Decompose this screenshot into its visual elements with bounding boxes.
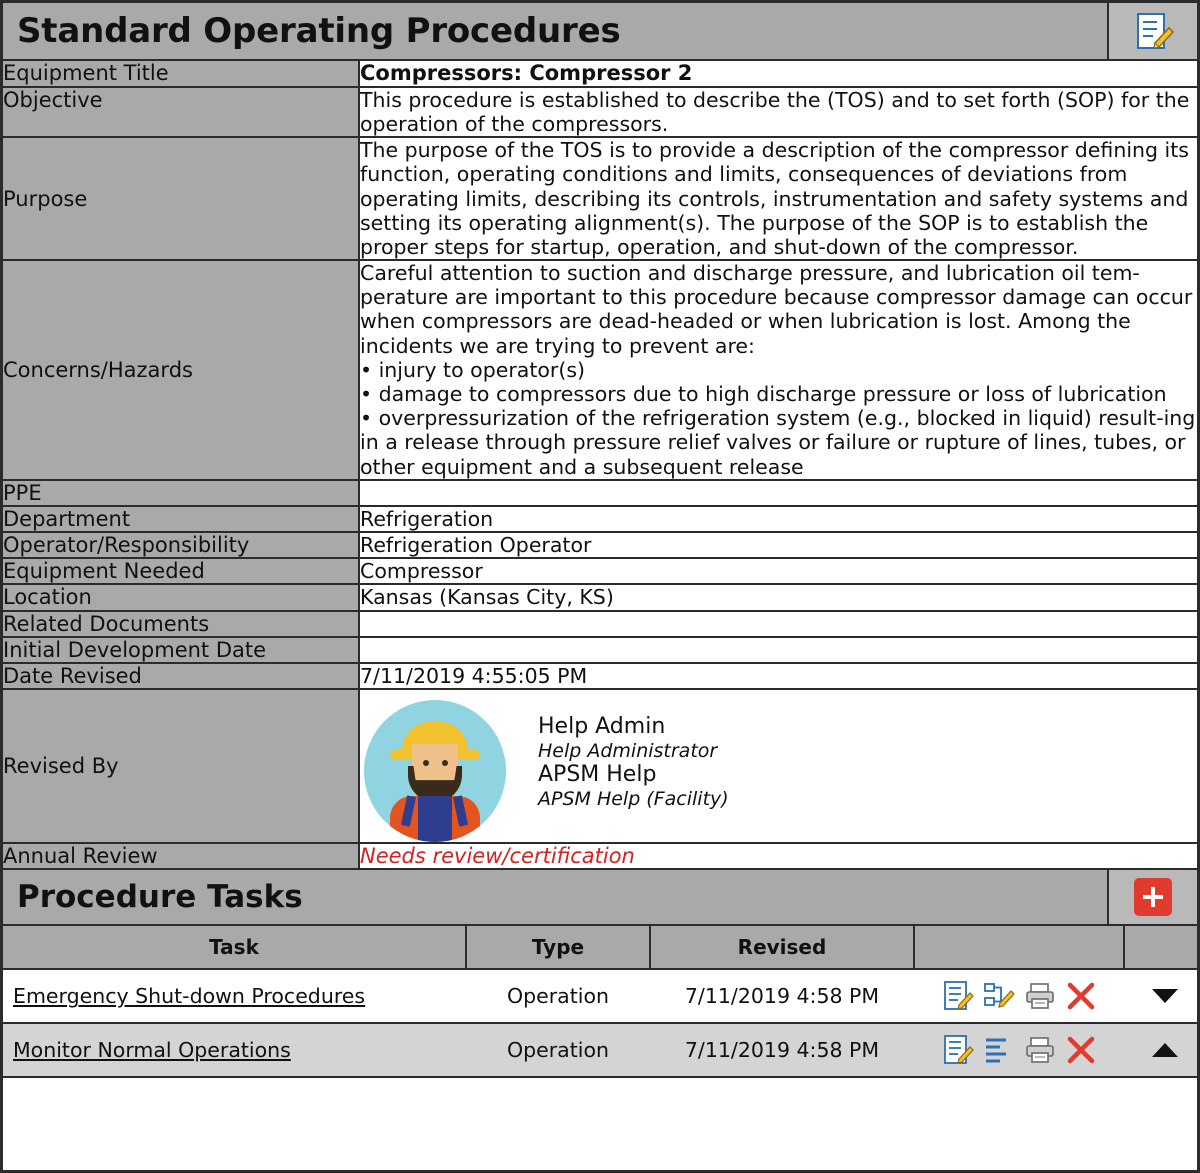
- procedure-tasks-title: Procedure Tasks: [3, 870, 1109, 924]
- table-row-revised-by: [3, 689, 1197, 843]
- collapse-row-button[interactable]: [1124, 1023, 1200, 1077]
- expand-row-button[interactable]: [1124, 969, 1200, 1023]
- column-header-expand: [1124, 926, 1200, 969]
- chevron-up-icon: [1152, 1043, 1178, 1057]
- task-actions: [914, 969, 1124, 1023]
- label-concerns-hazards: Concerns/Hazards: [3, 260, 359, 480]
- value-concerns-hazards: [359, 260, 1197, 480]
- column-header-task: Task: [3, 926, 466, 969]
- table-row-equipment-needed: [3, 558, 1197, 584]
- table-header-row: [3, 926, 1200, 969]
- edit-document-icon: [1131, 9, 1175, 53]
- procedure-tasks-table: [3, 926, 1200, 1078]
- label-revised-by: Revised By: [3, 689, 359, 843]
- table-row[interactable]: [3, 969, 1200, 1023]
- label-annual-review: Annual Review: [3, 843, 359, 870]
- table-row-initial-development-date: [3, 637, 1197, 663]
- status-badge: Needs review/certification: [360, 843, 635, 868]
- table-row-concerns-hazards: [3, 260, 1197, 480]
- table-row-objective: [3, 87, 1197, 137]
- table-row-equipment-title: [3, 61, 1197, 87]
- value-revised-by: [359, 689, 1197, 843]
- table-row-purpose: [3, 137, 1197, 260]
- table-row-annual-review: [3, 843, 1197, 870]
- column-header-revised: Revised: [650, 926, 914, 969]
- flowchart-edit-icon[interactable]: [982, 979, 1016, 1013]
- label-department: Department: [3, 506, 359, 532]
- sop-detail-table: [3, 61, 1197, 870]
- value-annual-review: [359, 843, 1197, 870]
- label-ppe: PPE: [3, 480, 359, 506]
- print-icon[interactable]: [1023, 1033, 1057, 1067]
- value-department: Refrigeration: [359, 506, 1197, 532]
- table-row-location: [3, 584, 1197, 610]
- revised-by-people: [506, 700, 729, 811]
- column-header-type: Type: [466, 926, 650, 969]
- label-initial-development-date: Initial Development Date: [3, 637, 359, 663]
- value-objective: This procedure is established to describe the (TOS) and to set forth (SOP) for the operation of the compressors.: [359, 87, 1197, 137]
- reviser-2-role: APSM Help (Facility): [538, 788, 729, 811]
- concerns-intro: Careful attention to suction and discharge pressure, and lubrication oil tem-perature are important to this procedure because compressor damage can occur when compressors are dead-headed or when lubrication is lost. Among the incidents we are trying to prevent are:: [360, 261, 1193, 358]
- value-purpose: The purpose of the TOS is to provide a description of the compressor defining its function, operating conditions and limits, consequences of deviations from operating limits, describing its controls, instrumentation and safety systems and setting its operating alignment(s). The purpose of the SOP is to establish the proper steps for startup, operation, and shut-down of the compressor.: [359, 137, 1197, 260]
- task-type: Operation: [466, 969, 650, 1023]
- delete-x-icon[interactable]: [1064, 979, 1098, 1013]
- table-row[interactable]: [3, 1023, 1200, 1077]
- label-equipment-title: Equipment Title: [3, 61, 359, 87]
- column-header-actions: [914, 926, 1124, 969]
- plus-icon: [1134, 878, 1172, 916]
- label-objective: Objective: [3, 87, 359, 137]
- table-row-ppe: [3, 480, 1197, 506]
- label-date-revised: Date Revised: [3, 663, 359, 689]
- reviser-1-role: Help Administrator: [538, 739, 718, 762]
- page-title: Standard Operating Procedures: [3, 3, 1109, 59]
- reviser-2-name: APSM Help: [538, 762, 657, 788]
- concerns-bullet-1: • injury to operator(s): [360, 357, 585, 382]
- edit-document-icon[interactable]: [941, 1033, 975, 1067]
- task-link-emergency-shutdown[interactable]: Emergency Shut-down Procedures: [3, 969, 466, 1023]
- value-date-revised: 7/11/2019 4:55:05 PM: [359, 663, 1197, 689]
- label-equipment-needed: Equipment Needed: [3, 558, 359, 584]
- table-row-date-revised: [3, 663, 1197, 689]
- label-purpose: Purpose: [3, 137, 359, 260]
- avatar: [364, 700, 506, 842]
- table-row-department: [3, 506, 1197, 532]
- print-icon[interactable]: [1023, 979, 1057, 1013]
- value-equipment-needed: Compressor: [359, 558, 1197, 584]
- edit-document-icon[interactable]: [941, 979, 975, 1013]
- task-link-monitor-normal-operations[interactable]: Monitor Normal Operations: [3, 1023, 466, 1077]
- task-type: Operation: [466, 1023, 650, 1077]
- label-related-documents: Related Documents: [3, 611, 359, 637]
- concerns-bullet-3: • overpressurization of the refrigeration system (e.g., blocked in liquid) result-ing in a release through pressure relief valves or failure or rupture of lines, tubes, or other equipment and a subsequent release: [360, 406, 1196, 479]
- window-header: [3, 3, 1197, 61]
- task-revised: 7/11/2019 4:58 PM: [650, 1023, 914, 1077]
- concerns-bullet-2: • damage to compressors due to high discharge pressure or loss of lubrication: [360, 382, 1167, 407]
- value-related-documents: [359, 611, 1197, 637]
- value-equipment-title: Compressors: Compressor 2: [359, 61, 1197, 87]
- value-operator-responsibility: Refrigeration Operator: [359, 532, 1197, 558]
- chevron-down-icon: [1152, 989, 1178, 1003]
- value-initial-development-date: [359, 637, 1197, 663]
- delete-x-icon[interactable]: [1064, 1033, 1098, 1067]
- label-location: Location: [3, 584, 359, 610]
- task-revised: 7/11/2019 4:58 PM: [650, 969, 914, 1023]
- list-edit-icon[interactable]: [982, 1033, 1016, 1067]
- procedure-tasks-header: [3, 870, 1197, 926]
- table-row-operator-responsibility: [3, 532, 1197, 558]
- value-location: Kansas (Kansas City, KS): [359, 584, 1197, 610]
- table-row-related-documents: [3, 611, 1197, 637]
- add-task-button[interactable]: [1109, 870, 1197, 924]
- label-operator-responsibility: Operator/Responsibility: [3, 532, 359, 558]
- value-ppe: [359, 480, 1197, 506]
- task-actions: [914, 1023, 1124, 1077]
- reviser-1-name: Help Admin: [538, 713, 666, 739]
- edit-sop-button[interactable]: [1109, 3, 1197, 59]
